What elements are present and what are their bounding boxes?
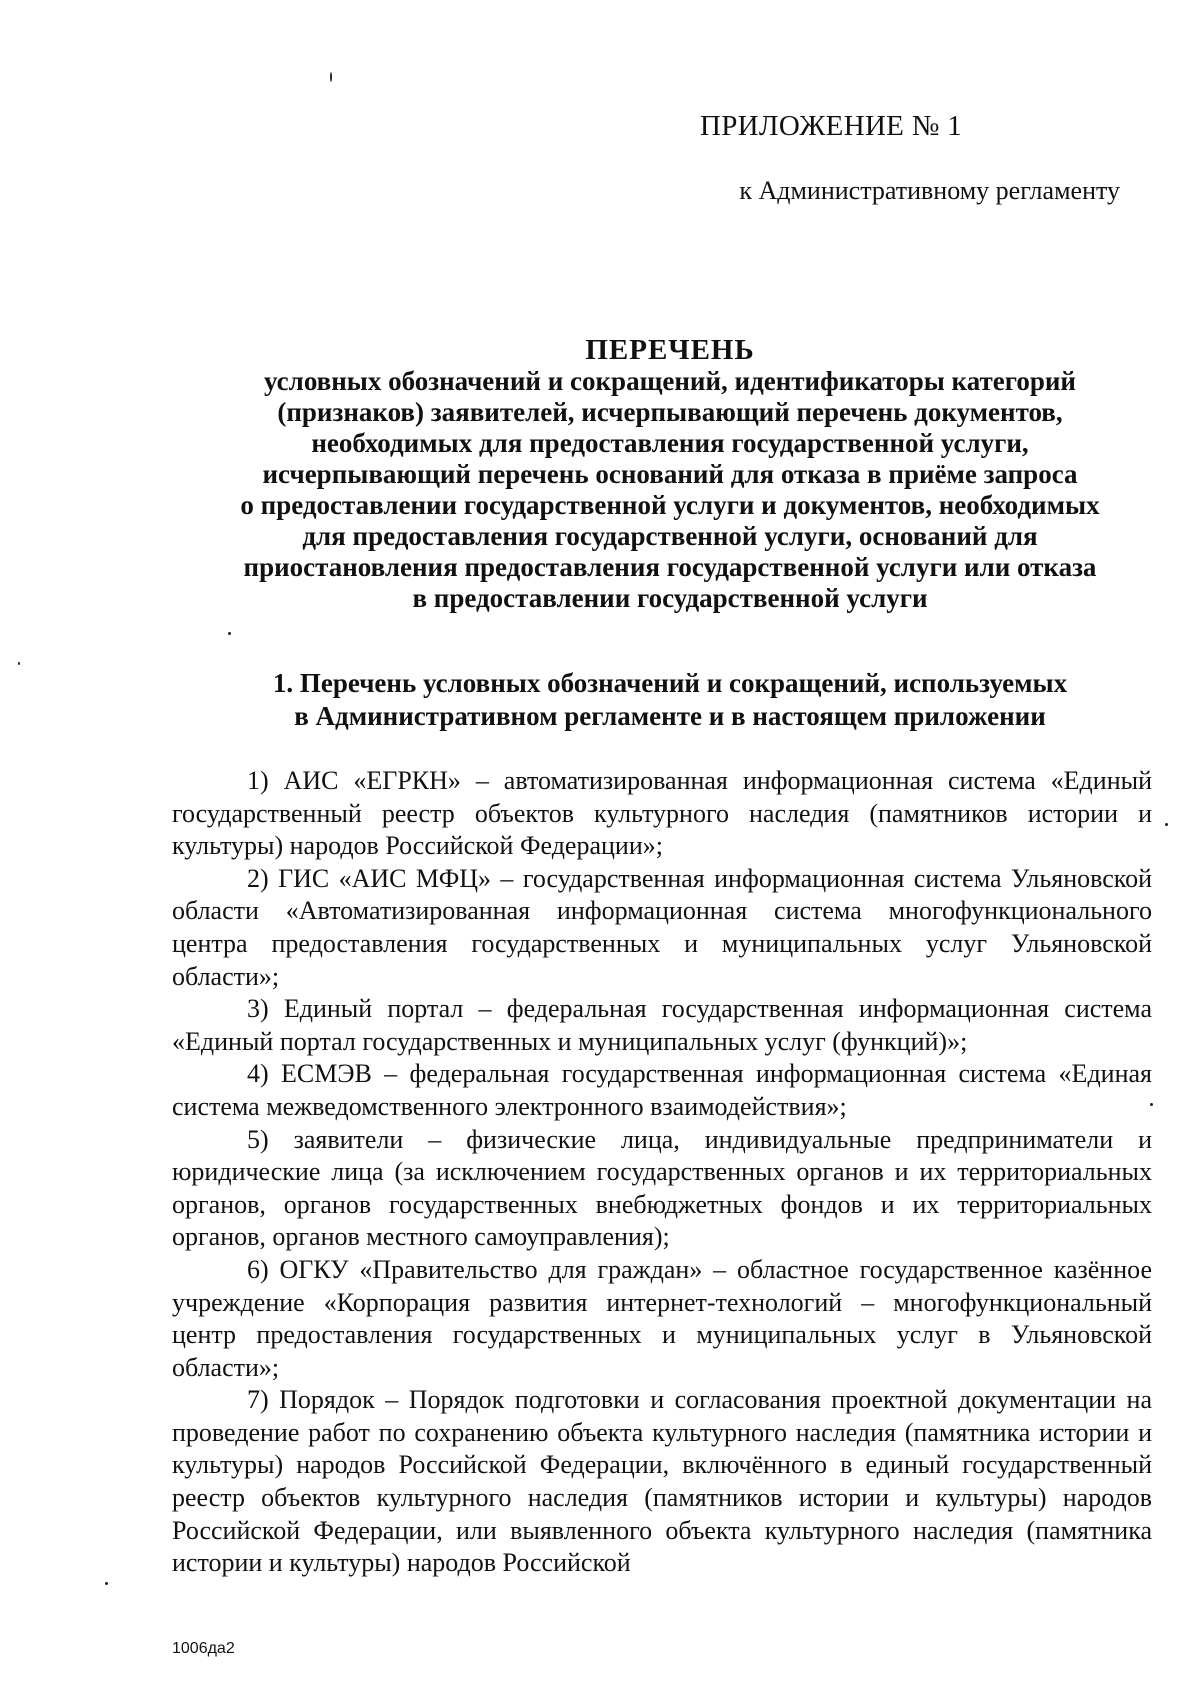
document-title-main: ПЕРЕЧЕНЬ — [585, 334, 755, 366]
scan-speck — [330, 72, 332, 82]
annex-number: ПРИЛОЖЕНИЕ № 1 — [700, 110, 963, 142]
definition-item: 5) заявители – физические лица, индивидуальные предприниматели и юридические лица (за исключением государственных органов и их территориальных органов, органов государственных внебюджетных фондов и их территориальных органов, органов местного самоуправления); — [172, 1124, 1152, 1252]
document-title-line: приостановления предоставления государственной услуги или отказа — [243, 552, 1097, 582]
annex-reference: к Административному регламенту — [739, 176, 1120, 205]
definition-item: 4) ЕСМЭВ – федеральная государственная информационная система «Единая система межведомственного электронного взаимодействия»; — [172, 1059, 1152, 1121]
scan-speck — [18, 662, 20, 665]
document-title-line: исчерпывающий перечень оснований для отказа в приёме запроса — [262, 459, 1078, 489]
document-title-line: для предоставления государственной услуги, оснований для — [302, 521, 1038, 551]
scan-speck — [1165, 823, 1168, 826]
document-title-line: о предоставлении государственной услуги и документов, необходимых — [240, 490, 1100, 520]
definition-item: 1) АИС «ЕГРКН» – автоматизированная информационная система «Единый государственный реестр объектов культурного наследия (памятников истории и культуры) народов Российской Федерации»; — [172, 766, 1152, 861]
document-title-line: (признаков) заявителей, исчерпывающий перечень документов, — [277, 397, 1063, 427]
scan-speck — [1150, 1103, 1153, 1106]
document-title-line: в предоставлении государственной услуги — [412, 583, 928, 613]
page-code: 1006да2 — [172, 1640, 235, 1657]
definition-item: 3) Единый портал – федеральная государственная информационная система «Единый портал государственных и муниципальных услуг (функций)»; — [172, 994, 1152, 1056]
definition-item: 2) ГИС «АИС МФЦ» – государственная информационная система Ульяновской области «Автоматизированная информационная система многофункционального центра предоставления государственных и муниципальных услуг Ульяновской области»; — [172, 863, 1152, 991]
document-title-line: необходимых для предоставления государственной услуги, — [311, 428, 1029, 458]
section-heading-line: 1. Перечень условных обозначений и сокращений, используемых — [272, 668, 1068, 698]
section-heading-line: в Административном регламенте и в настоящем приложении — [294, 701, 1046, 731]
document-title-line: условных обозначений и сокращений, идентификаторы категорий — [264, 366, 1076, 396]
definitions-list — [172, 765, 1152, 1580]
definition-item: 6) ОГКУ «Правительство для граждан» – областное государственное казённое учреждение «Корпорация развития интернет-технологий – многофункциональный центр предоставления государственных и муниципальных услуг в Ульяновской области»; — [172, 1254, 1152, 1382]
section-heading — [140, 667, 1200, 733]
definition-item: 7) Порядок – Порядок подготовки и согласования проектной документации на проведение работ по сохранению объекта культурного наследия (памятника истории и культуры) народов Российской Федерации, включённого в единый государственный реестр объектов культурного наследия (памятников истории и культуры) народов Российской Федерации, или выявленного объекта культурного наследия (памятника истории и культуры) народов Российской — [172, 1385, 1152, 1578]
scan-speck — [228, 632, 231, 635]
scan-speck — [105, 1582, 108, 1585]
document-title — [140, 335, 1200, 614]
